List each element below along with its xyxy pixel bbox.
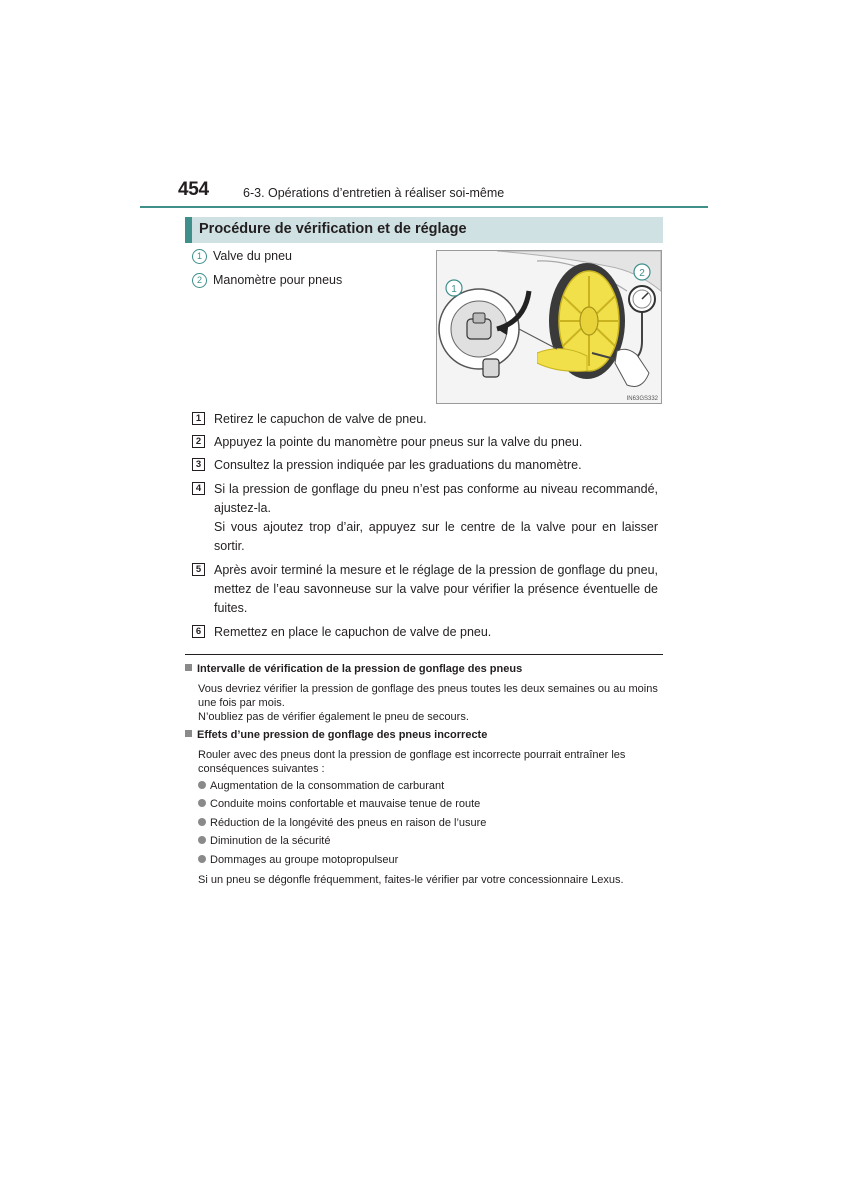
legend-item-valve	[192, 249, 292, 264]
list-item-text: Conduite moins confortable et mauvaise tenue de route	[210, 798, 481, 810]
step-number: 2	[192, 435, 205, 448]
bullet-icon	[198, 781, 206, 789]
note-body-interval	[198, 682, 660, 724]
notes-divider	[185, 654, 663, 655]
note-paragraph: Rouler avec des pneus dont la pression de gonflage est incorrecte pourrait entraîner les conséquences suivantes :	[198, 749, 626, 775]
legend-item-gauge	[192, 273, 342, 288]
figure-callout-1: 1	[451, 284, 457, 295]
step-number: 3	[192, 458, 205, 471]
step-5	[192, 561, 658, 618]
callout-number: 1	[192, 249, 207, 264]
step-text: Retirez le capuchon de valve de pneu.	[214, 412, 427, 426]
running-head: 6-3. Opérations d’entretien à réaliser soi-même	[243, 186, 505, 200]
step-text: Appuyez la pointe du manomètre pour pneus sur la valve du pneu.	[214, 435, 583, 449]
step-text: Consultez la pression indiquée par les graduations du manomètre.	[214, 458, 582, 472]
note-heading-interval	[185, 663, 522, 675]
section-heading-bar	[185, 217, 663, 243]
step-text: Après avoir terminé la mesure et le réglage de la pression de gonflage du pneu, mettez de l’eau savonneuse sur la valve pour vérifier la présence éventuelle de fuites.	[214, 563, 658, 615]
bullet-icon	[198, 836, 206, 844]
note-paragraph: Vous devriez vérifier la pression de gonflage des pneus toutes les deux semaines ou au moins une fois par mois.	[198, 683, 658, 709]
list-item-text: Diminution de la sécurité	[210, 835, 331, 847]
step-text-continued: Si vous ajoutez trop d’air, appuyez sur le centre de la valve pour en laisser sortir.	[214, 520, 658, 553]
note-closing	[198, 873, 660, 887]
step-4	[192, 480, 658, 556]
bullet-icon	[198, 855, 206, 863]
step-number: 5	[192, 563, 205, 576]
note-heading-text: Effets d’une pression de gonflage des pneus incorrecte	[197, 729, 488, 741]
page-number: 454	[178, 179, 209, 200]
note-paragraph: N’oubliez pas de vérifier également le pneu de secours.	[198, 711, 469, 723]
square-bullet-icon	[185, 730, 192, 737]
list-item	[198, 835, 330, 847]
figure-callout-2: 2	[639, 268, 645, 279]
step-6	[192, 623, 658, 642]
square-bullet-icon	[185, 664, 192, 671]
section-title: Procédure de vérification et de réglage	[199, 221, 467, 237]
step-1	[192, 410, 658, 429]
legend-label: Manomètre pour pneus	[213, 273, 343, 287]
step-2	[192, 433, 658, 452]
tire-illustration-svg	[437, 251, 661, 403]
note-heading-text: Intervalle de vérification de la pression de gonflage des pneus	[197, 663, 523, 675]
step-3	[192, 456, 658, 475]
list-item	[198, 780, 444, 792]
list-item-text: Augmentation de la consommation de carburant	[210, 780, 445, 792]
list-item	[198, 798, 480, 810]
step-text: Si la pression de gonflage du pneu n’est pas conforme au niveau recommandé, ajustez-la.	[214, 482, 658, 515]
note-heading-effects	[185, 729, 487, 741]
note-paragraph: Si un pneu se dégonfle fréquemment, faites-le vérifier par votre concessionnaire Lexus.	[198, 874, 624, 886]
step-number: 1	[192, 412, 205, 425]
figure-code: IN63GS332	[626, 396, 658, 402]
header-rule	[140, 206, 708, 208]
legend-label: Valve du pneu	[213, 249, 292, 263]
step-number: 4	[192, 482, 205, 495]
list-item-text: Dommages au groupe motopropulseur	[210, 854, 399, 866]
step-number: 6	[192, 625, 205, 638]
tire-pressure-illustration	[436, 250, 662, 404]
step-text: Remettez en place le capuchon de valve de pneu.	[214, 625, 492, 639]
bullet-icon	[198, 799, 206, 807]
list-item	[198, 854, 398, 866]
list-item	[198, 817, 486, 829]
callout-number: 2	[192, 273, 207, 288]
note-body-effects-intro	[198, 748, 660, 776]
bullet-icon	[198, 818, 206, 826]
list-item-text: Réduction de la longévité des pneus en raison de l’usure	[210, 817, 487, 829]
